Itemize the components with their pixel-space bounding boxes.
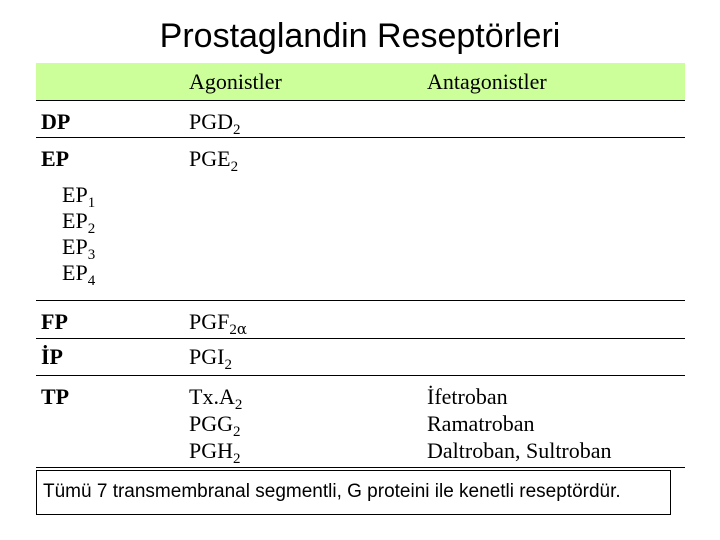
ep-subtype: $EP_1$ [62,182,96,211]
antagonist-ramatroban: Ramatroban [427,411,535,436]
row-divider [36,338,685,339]
agonist-pgd2: $PGD_2$ [189,109,241,138]
receptor-tp: TP [41,384,70,409]
agonist-pge2: $PGE_2$ [189,146,239,175]
receptor-dp: DP [41,109,71,134]
receptor-ep: EP [41,146,70,171]
antagonist-ifetroban: İfetroban [427,384,508,409]
ep-subtype: $EP_3$ [62,234,96,263]
page-title: Prostaglandin Reseptörleri [159,17,561,55]
header-agonists: Agonistler [189,69,282,94]
table-header-band [36,63,685,101]
agonist-txa2: $Tx.A_2$ [189,384,243,413]
agonist-pgf2a: $PGF_{2\alpha}$ [189,309,247,338]
agonist-pgg2: $PGG_2$ [189,411,241,440]
header-antagonists: Antagonistler [427,69,547,94]
row-divider [36,375,685,376]
table-bottom-rule [36,467,685,468]
ep-subtype: $EP_2$ [62,208,96,237]
footnote-box: Tümü 7 transmembranal segmentli, G proteini ile kenetli reseptördür. [36,470,671,515]
ep-subtype: $EP_4$ [62,260,96,289]
agonist-pgh2: $PGH_2$ [189,438,241,467]
row-divider [36,300,685,301]
receptor-ip: İP [41,344,63,369]
antagonist-daltroban-sultroban: Daltroban, Sultroban [427,438,612,463]
receptor-fp: FP [41,309,68,334]
agonist-pgi2: $PGI_2$ [189,344,232,373]
row-divider [36,137,685,138]
